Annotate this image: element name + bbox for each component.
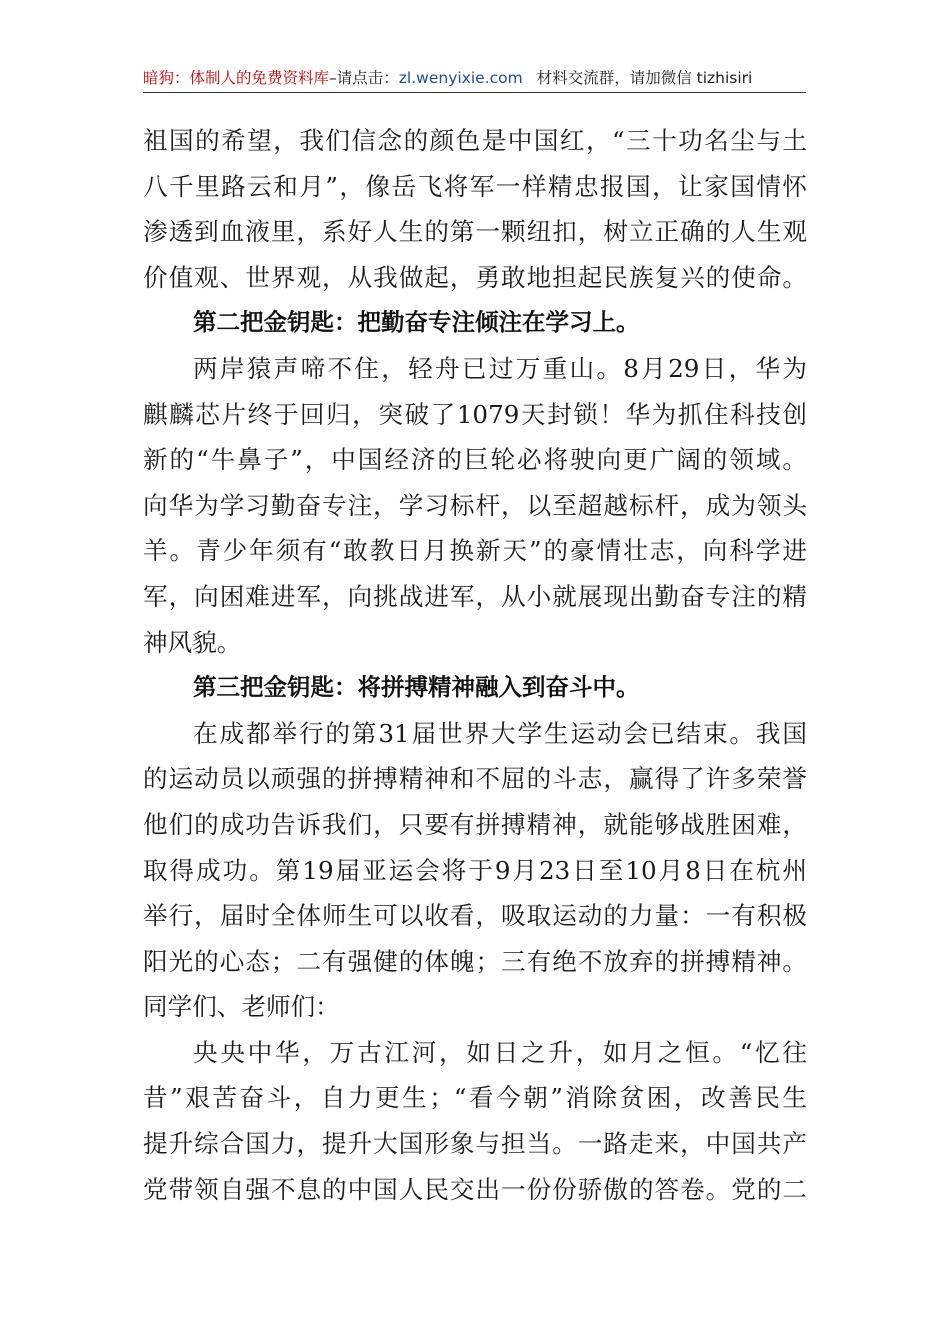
text-line: 党带领自强不息的中国人民交出一份份骄傲的答卷。党的二	[143, 1174, 807, 1204]
text-line: 央央中华，万古江河，如日之升，如月之恒。“忆往	[193, 1037, 807, 1067]
text-line: 的运动员以顽强的拼搏精神和不屈的斗志，赢得了许多荣誉	[143, 764, 807, 794]
text-line: 在成都举行的第31届世界大学生运动会已结束。我国	[193, 718, 807, 748]
text-line: 提升综合国力，提升大国形象与担当。一路走来，中国共产	[143, 1129, 807, 1159]
page-header	[143, 66, 806, 93]
section-heading: 第二把金钥匙：把勤奋专注倾注在学习上。	[193, 308, 640, 337]
text-line: 渗透到血液里，系好人生的第一颗纽扣，树立正确的人生观	[143, 217, 807, 247]
text-line: 阳光的心态；二有强健的体魄；三有绝不放弃的拼搏精神。	[143, 946, 807, 976]
document-body	[143, 118, 807, 1212]
text-line: 价值观、世界观，从我做起，勇敢地担起民族复兴的使命。	[143, 262, 807, 292]
text-line: 两岸猿声啼不住，轻舟已过万重山。8月29日，华为	[193, 353, 807, 383]
header-site-name: 暗狗：体制人的免费资料库	[143, 69, 330, 87]
text-line: 羊。青少年须有“敢教日月换新天”的豪情壮志，向科学进	[143, 536, 807, 566]
text-line: 神风貌。	[143, 627, 242, 657]
text-line: 昔”艰苦奋斗，自力更生；“看今朝”消除贫困，改善民生	[143, 1083, 807, 1113]
text-line: 麒麟芯片终于回归，突破了1079天封锁！华为抓住科技创	[143, 399, 807, 429]
text-line: 取得成功。第19届亚运会将于9月23日至10月8日在杭州	[143, 855, 807, 885]
header-wechat-note: 材料交流群，请加微信 tizhisiri	[536, 69, 753, 87]
text-line: 八千里路云和月”，像岳飞将军一样精忠报国，让家国情怀	[143, 171, 807, 201]
text-line: 祖国的希望，我们信念的颜色是中国红，“三十功名尘与土	[143, 126, 807, 155]
text-line: 举行，届时全体师生可以收看，吸取运动的力量：一有积极	[143, 901, 807, 931]
text-line: 向华为学习勤奋专注，学习标杆，以至超越标杆，成为领头	[143, 490, 807, 520]
header-click-prompt: –请点击：	[329, 69, 399, 87]
text-line: 他们的成功告诉我们，只要有拼搏精神，就能够战胜困难，	[143, 809, 807, 839]
header-link[interactable]: zl.wenyixie.com	[398, 69, 523, 87]
text-line: 新的“牛鼻子”，中国经济的巨轮必将驶向更广阔的领域。	[143, 445, 807, 475]
text-line: 军，向困难进军，向挑战进军，从小就展现出勤奋专注的精	[143, 581, 807, 611]
section-heading: 第三把金钥匙：将拼搏精神融入到奋斗中。	[193, 673, 640, 702]
text-line: 同学们、老师们：	[143, 992, 340, 1022]
